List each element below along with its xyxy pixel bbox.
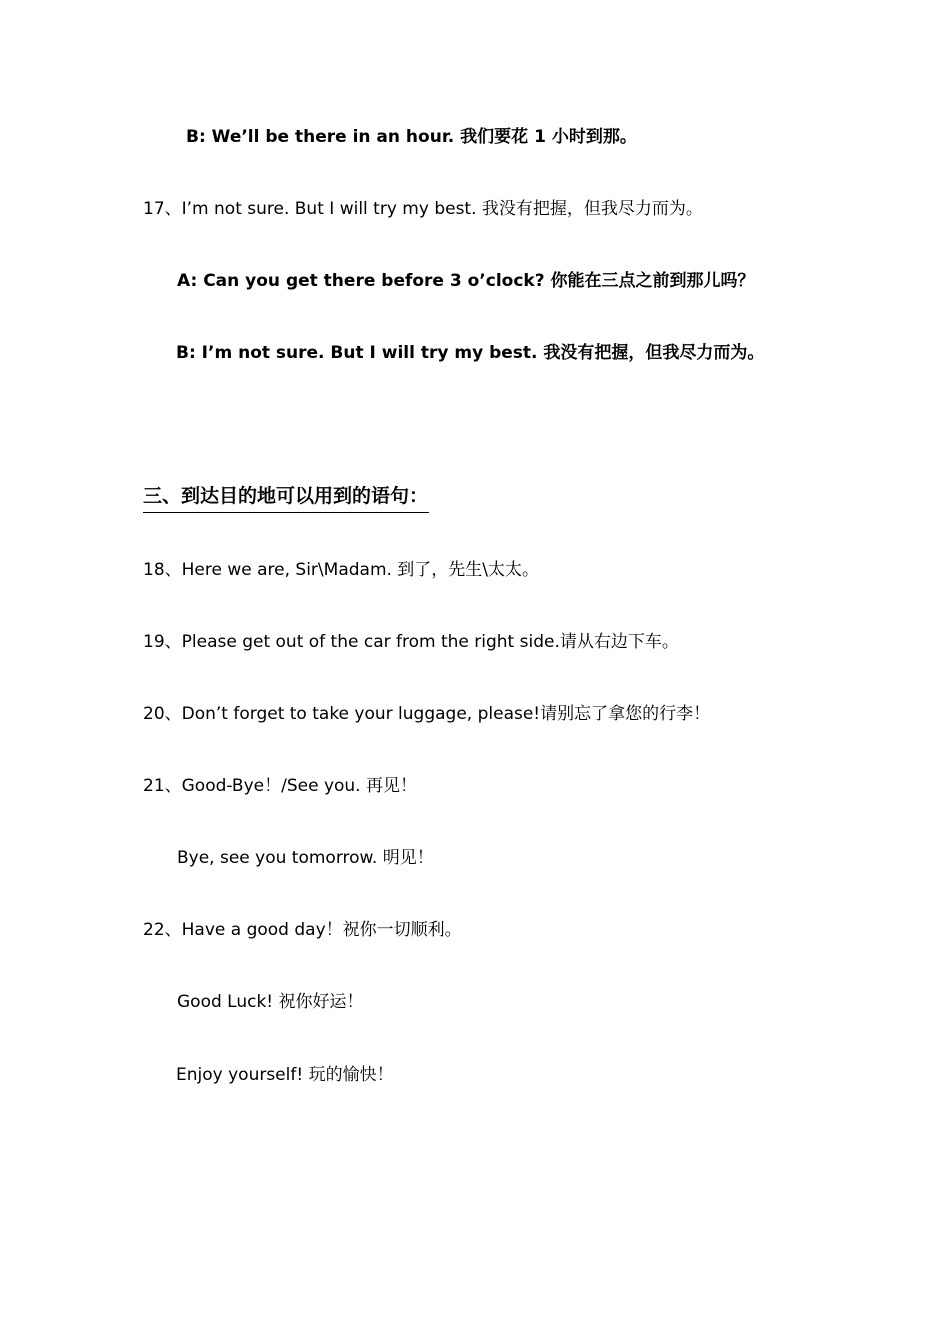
phrase-21-variant: Bye, see you tomorrow. 明见！ bbox=[177, 848, 434, 868]
dialogue-line-b-not-sure: B: I’m not sure. But I will try my best. 我没有把握，但我尽力而为。 bbox=[176, 343, 765, 363]
section-heading: 三、到达目的地可以用到的语句： bbox=[143, 483, 429, 513]
dialogue-line-a-clock: A: Can you get there before 3 o’clock? 你能在三点之前到那儿吗？ bbox=[177, 271, 755, 291]
dialogue-line-b-hour: B: We’ll be there in an hour. 我们要花 1 小时到那。 bbox=[186, 127, 637, 147]
phrase-20: 20、Don’t forget to take your luggage, please!请别忘了拿您的行李！ bbox=[143, 704, 711, 724]
phrase-17: 17、I’m not sure. But I will try my best. 我没有把握，但我尽力而为。 bbox=[143, 199, 703, 219]
phrase-21: 21、Good-Bye！/See you. 再见！ bbox=[143, 776, 417, 796]
phrase-19: 19、Please get out of the car from the right side.请从右边下车。 bbox=[143, 632, 679, 652]
phrase-22-enjoy: Enjoy yourself! 玩的愉快！ bbox=[176, 1065, 394, 1085]
phrase-18: 18、Here we are, Sir\Madam. 到了，先生\太太。 bbox=[143, 560, 540, 580]
phrase-22-good-luck: Good Luck! 祝你好运！ bbox=[177, 992, 364, 1012]
phrase-22: 22、Have a good day！祝你一切顺利。 bbox=[143, 920, 462, 940]
